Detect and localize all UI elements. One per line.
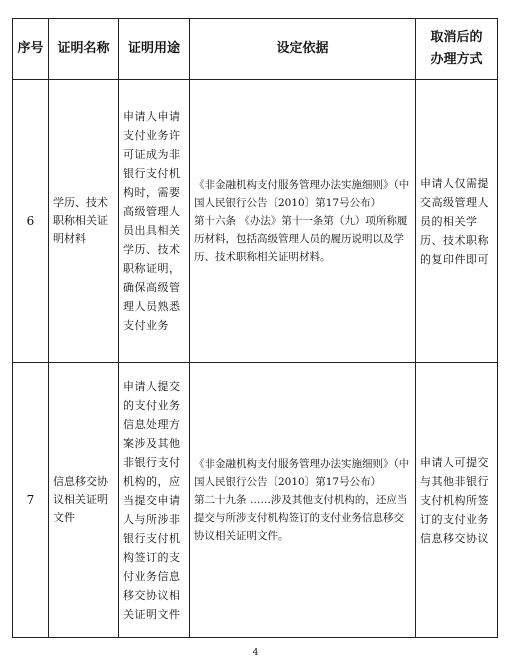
row-legal-basis: 《非金融机构支付服务管理办法实施细则》（中国人民银行公告〔2010〕第17号公布） 第十六条 《办法》第十一条第（九）项所称履历材料，包括高级管理人员的履历说明以及学历、技术职称相关证明材料。 [190,80,416,363]
header-serial-number: 序号 [13,19,49,80]
row-certificate-purpose: 申请人申请支付业务许可证成为非银行支付机构时，需要高级管理人员出具相关学历、技术职称证明，确保高级管理人员熟悉支付业务 [119,80,190,363]
row-serial-number: 6 [13,80,49,363]
header-post-cancellation-method: 取消后的办理方式 [416,19,498,80]
row-certificate-purpose: 申请人提交的支付业务信息处理方案涉及其他非银行支付机构的，应当提交申请人与所涉非银行支付机构签订的支付业务信息移交协议相关证明文件 [119,363,190,638]
row-post-cancellation-method: 申请人可提交与其他非银行支付机构所签订的支付业务信息移交协议 [416,363,498,638]
row-certificate-name: 信息移交协议相关证明文件 [49,363,119,638]
row-legal-basis: 《非金融机构支付服务管理办法实施细则》（中国人民银行公告〔2010〕第17号公布） 第二十九条 ……涉及其他支付机构的，还应当提交与所涉支付机构签订的支付业务信息移交协议相关证明文件。 [190,363,416,638]
row-serial-number: 7 [13,363,49,638]
header-certificate-name: 证明名称 [49,19,119,80]
row-certificate-name: 学历、技术职称相关证明材料 [49,80,119,363]
table-row [13,80,498,363]
header-certificate-purpose: 证明用途 [119,19,190,80]
table-header-row [13,19,498,80]
page-number: 4 [252,648,259,658]
table-row [13,363,498,638]
header-legal-basis: 设定依据 [190,19,416,80]
certificate-table [12,18,498,638]
row-post-cancellation-method: 申请人仅需提交高级管理人员的相关学历、技术职称的复印件即可 [416,80,498,363]
